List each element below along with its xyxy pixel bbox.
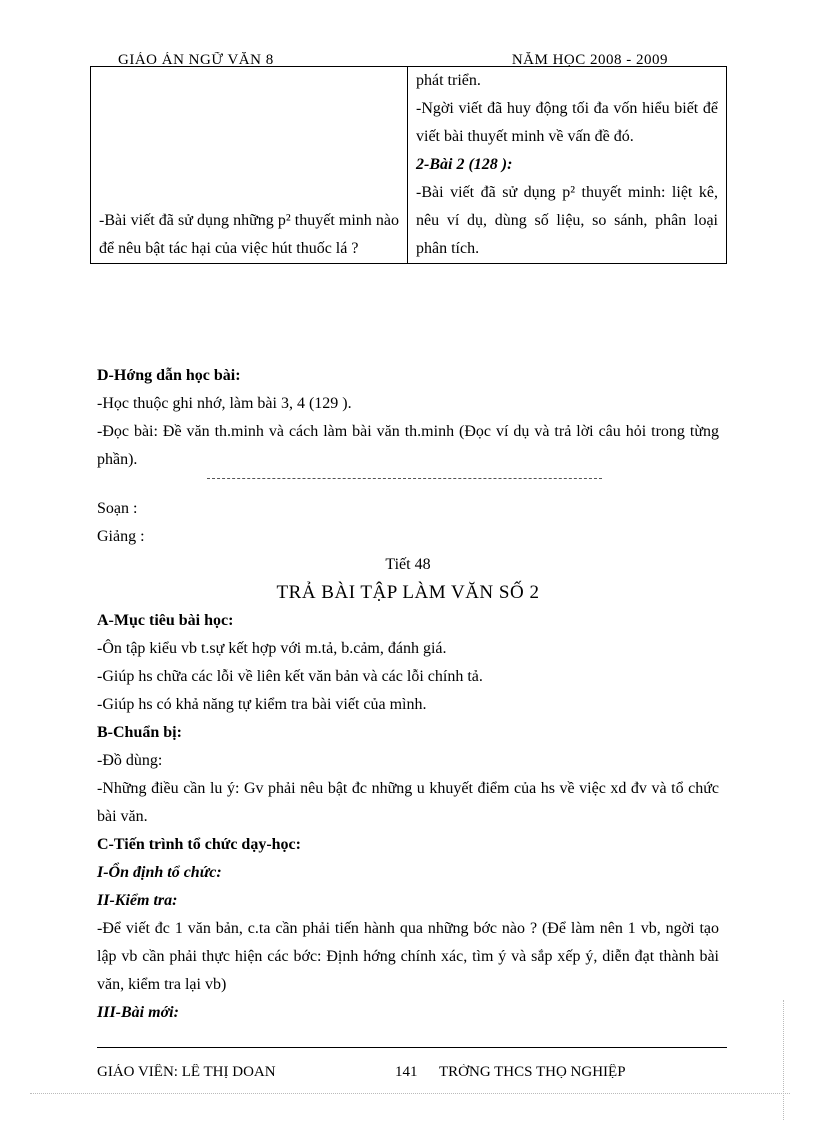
section-c-sub1: I-Ổn định tổ chức: [97,864,222,881]
footer-rule [97,1047,727,1048]
table-cell-right [408,67,727,264]
lesson-title: TRẢ BÀI TẬP LÀM VĂN SỐ 2 [276,582,540,603]
page-header [118,52,668,66]
footer-teacher: GIÁO VIÊN: LÊ THỊ DOAN [97,1064,276,1078]
section-d-line: -Học thuộc ghi nhớ, làm bài 3, 4 (129 ). [97,395,352,412]
soan-label: Soạn : [97,500,138,517]
page-body [97,362,719,1027]
margin-dotted-line [30,1093,790,1094]
footer-school: TRỜNG THCS THỌ NGHIỆP [439,1064,626,1078]
section-a-heading: A-Mục tiêu bài học: [97,612,234,629]
section-b-line: -Đồ dùng: [97,752,163,769]
lesson-number: Tiết 48 [385,556,431,573]
answer-line: phát triển. [416,72,481,89]
section-c-sub2: II-Kiểm tra: [97,892,178,909]
section-b-heading: B-Chuẩn bị: [97,724,182,741]
header-left: GIÁO ÁN NGỮ VĂN 8 [118,52,274,66]
section-b-line: -Những điều cần lu ý: Gv phải nêu bật đc những u khuyết điểm của hs về việc xd đv và tổ chức bài văn. [97,780,719,825]
page-number: 141 [395,1064,418,1078]
section-c-heading: C-Tiến trình tổ chức dạy-học: [97,836,301,853]
exercise-heading: 2-Bài 2 (128 ): [416,156,513,173]
question-text: -Bài viết đã sử dụng những p² thuyết minh nào để nêu bật tác hại của việc hút thuốc lá ? [99,212,399,257]
header-right: NĂM HỌC 2008 - 2009 [511,52,668,66]
section-d-heading: D-Hớng dẫn học bài: [97,367,241,384]
section-a-line: -Giúp hs chữa các lỗi về liên kết văn bản và các lỗi chính tả. [97,668,483,685]
lesson-table [90,66,727,264]
section-d-line: -Đọc bài: Đề văn th.minh và cách làm bài văn th.minh (Đọc ví dụ và trả lời câu hỏi trong từng phần). [97,423,719,468]
answer-line: -Bài viết đã sử dụng p² thuyết minh: liệt kê, nêu ví dụ, dùng số liệu, so sánh, phân loại phân tích. [416,184,718,257]
answer-line: -Ngời viết đã huy động tối đa vốn hiểu biết để viết bài thuyết minh về vấn đề đó. [416,100,718,145]
section-c-sub3: III-Bài mới: [97,1004,179,1021]
giang-label: Giảng : [97,528,145,545]
kiem-tra-text: -Để viết đc 1 văn bản, c.ta cần phải tiến hành qua những bớc nào ? (Để làm nên 1 vb, ngời tạo lập vb cần phải thực hiện các bớc: Định hớng chính xác, tìm ý và sắp xếp ý, diễn đạt thành bài văn, kiểm tra lại vb) [97,920,719,993]
margin-dotted-line-vertical [783,1000,784,1120]
table-cell-left [91,67,408,264]
section-a-line: -Ôn tập kiểu vb t.sự kết hợp với m.tả, b.cảm, đánh giá. [97,640,447,657]
separator-line [207,478,602,493]
table-row [91,67,727,264]
page-footer [97,1064,727,1078]
section-a-line: -Giúp hs có khả năng tự kiểm tra bài viết của mình. [97,696,427,713]
